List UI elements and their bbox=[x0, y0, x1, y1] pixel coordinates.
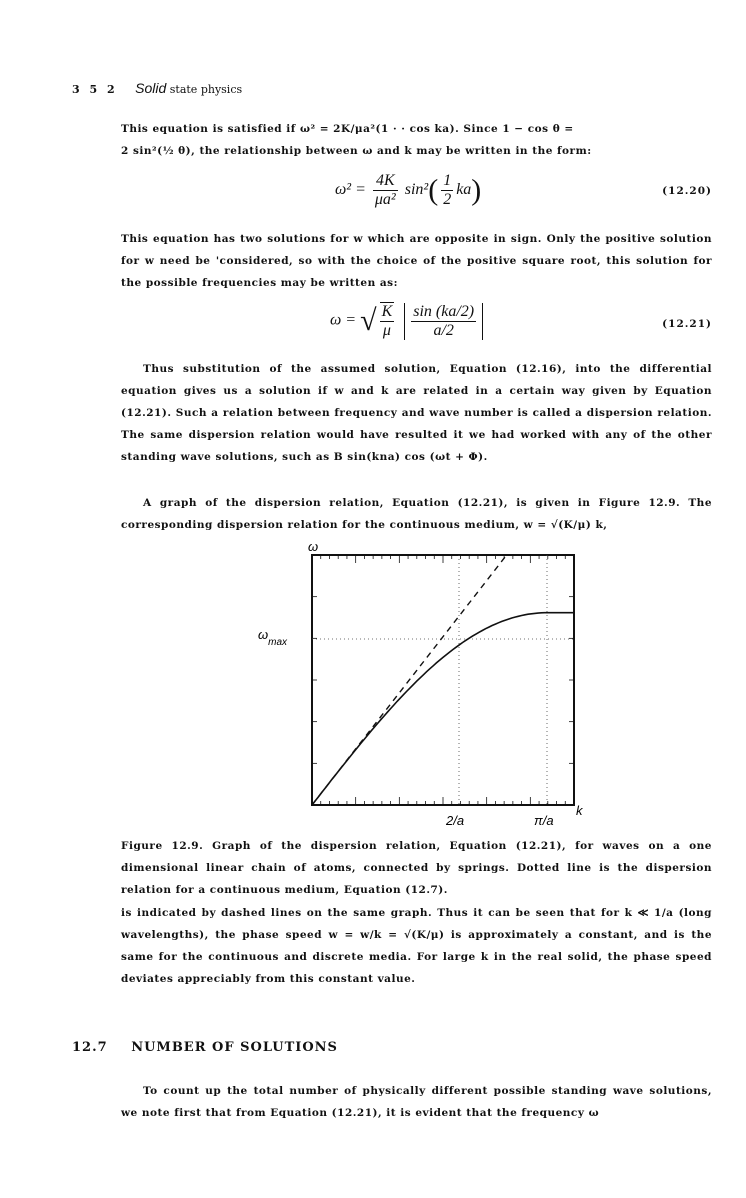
paragraph-2: This equation has two solutions for w which are opposite in sign. Only the positive solution for w need be 'considered, so with the choice of the positive square root, this solution for the possible frequencies may be written as: bbox=[121, 233, 712, 289]
eq1-function: sin² bbox=[404, 181, 429, 199]
eq2-root-denominator: μ bbox=[382, 322, 391, 339]
paragraph-1 bbox=[121, 118, 712, 162]
eq1-inner-denominator: 2 bbox=[443, 191, 452, 208]
ymax-label: $\omega_{max}$ bbox=[258, 627, 288, 648]
equation-number-12-21: (12.21) bbox=[662, 318, 712, 330]
paragraph-5: is indicated by dashed lines on the same graph. Thus it can be seen that for k ≪ 1/a (long wavelengths), the phase speed w = w/k = √(K/μ) is approximately a constant, and is the same for the continuous and discrete media. For large k in the real solid, the phase speed deviates appreciably from this constant value. bbox=[121, 907, 712, 985]
equation-12-21: ω = √ $\frac{K}{\mu}$ $\frac{\sin (ka/2)}{a/2}$ bbox=[330, 302, 486, 340]
eq2-abs-denominator: a/2 bbox=[433, 321, 454, 339]
paragraph-1-line-a: This equation is satisfied if ω² = 2K/μa²(1 · · cos ka). Since 1 − cos θ = bbox=[121, 123, 574, 135]
figure-caption: Figure 12.9. Graph of the dispersion relation, Equation (12.21), for waves on a one dimensional linear chain of atoms, connected by springs. Dotted line is the dispersion relation for a continuous medium, Equation (12.7). bbox=[121, 840, 712, 896]
eq1-fraction bbox=[373, 172, 398, 209]
tick-marks bbox=[312, 555, 574, 805]
eq1-inner-fraction bbox=[441, 172, 453, 209]
equation-12-20: ω² = $\frac{4K}{\text{μa²}}$ sin²( $\frac{1}{2}$ ka) bbox=[335, 172, 482, 208]
running-header bbox=[72, 80, 242, 96]
equation-number-12-20: (12.20) bbox=[662, 185, 712, 197]
section-number: 12.7 bbox=[72, 1040, 108, 1055]
header-title-italic: Solid bbox=[135, 80, 167, 96]
dispersion-chart bbox=[0, 535, 746, 835]
eq2-lhs: ω = bbox=[330, 311, 357, 329]
eq1-lhs: ω² = bbox=[335, 181, 366, 199]
eq1-numerator: 4K bbox=[373, 172, 398, 191]
page-number: 3 5 2 bbox=[72, 83, 118, 96]
eq1-denominator: μa² bbox=[374, 191, 396, 208]
eq1-inner-numerator: 1 bbox=[443, 172, 452, 189]
paragraph-6: To count up the total number of physically different possible standing wave solutions, we note first that from Equation (12.21), it is evident that the frequency ω bbox=[121, 1085, 712, 1119]
eq2-abs-numerator: sin (ka/2) bbox=[413, 302, 475, 320]
eq2-root-numerator: K bbox=[381, 303, 393, 320]
section-heading bbox=[72, 1040, 338, 1055]
eq1-inner-var: ka bbox=[456, 181, 472, 199]
plot-frame bbox=[312, 555, 574, 805]
section-title: NUMBER OF SOLUTIONS bbox=[131, 1040, 338, 1055]
y-axis-label: ω bbox=[308, 539, 319, 554]
dispersion-curve bbox=[312, 613, 574, 805]
paragraph-3: Thus substitution of the assumed solution, Equation (12.16), into the differential equation gives us a solution if w and k are related in a certain way given by Equation (12.21). Such a relation between frequency and wave number is called a dispersion relation. The same dispersion relation would have resulted it we had worked with any of the other standing wave solutions, such as B sin(kna) cos (ωt + Φ). bbox=[121, 363, 712, 463]
tick-label-pi-over-a: π/a bbox=[534, 813, 554, 828]
paragraph-1-line-b: 2 sin²(½ θ), the relationship between ω and k may be written in the form: bbox=[121, 145, 592, 157]
x-axis-label: k bbox=[576, 803, 583, 818]
header-title: state physics bbox=[169, 83, 243, 96]
eq2-abs-fraction bbox=[404, 303, 483, 340]
tick-label-2-over-a: 2/a bbox=[446, 813, 465, 828]
paragraph-4: A graph of the dispersion relation, Equation (12.21), is given in Figure 12.9. The corresponding dispersion relation for the continuous medium, w = √(K/μ) k, bbox=[121, 497, 712, 531]
eq2-root-fraction bbox=[380, 302, 395, 340]
